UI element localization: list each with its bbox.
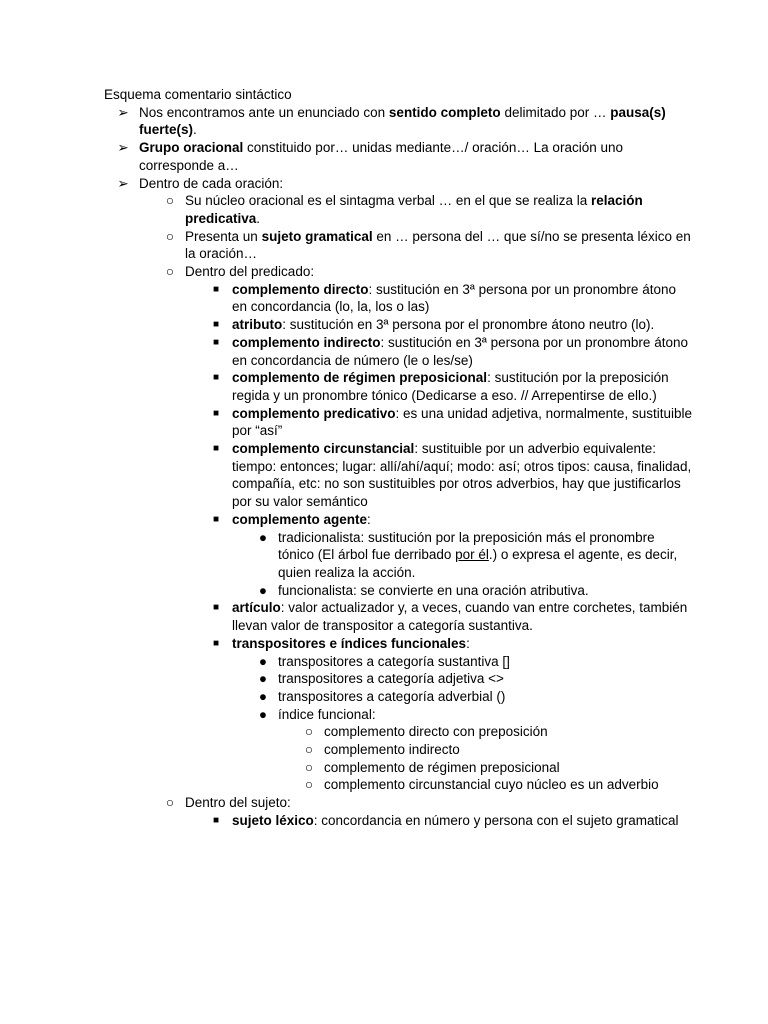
item-text: complemento de régimen preposicional xyxy=(324,759,560,775)
item-text: sujeto léxico: concordancia en número y persona con el sujeto gramatical xyxy=(232,812,679,828)
list-item xyxy=(104,794,694,812)
square-bullet-icon: ■ xyxy=(212,637,220,649)
square-bullet-icon: ■ xyxy=(212,336,220,348)
outline-level-1 xyxy=(104,104,694,830)
item-text: complemento predicativo: es una unidad adjetiva, normalmente, sustituible por “así” xyxy=(232,405,692,439)
item-text: artículo: valor actualizador y, a veces, cuando van entre corchetes, también llevan valor de transpositor a categoría sustantiva. xyxy=(232,600,688,634)
square-bullet-icon: ■ xyxy=(212,443,220,455)
item-text: complemento circunstancial cuyo núcleo es un adverbio xyxy=(324,777,659,793)
item-text: Dentro del sujeto: xyxy=(185,795,291,811)
dot-bullet-icon: ● xyxy=(258,706,268,722)
dot-bullet-icon: ● xyxy=(258,653,268,669)
list-item xyxy=(104,635,694,653)
square-bullet-icon: ■ xyxy=(212,602,220,614)
item-text: transpositores a categoría sustantiva [] xyxy=(278,653,510,669)
document-content xyxy=(104,86,694,830)
list-item xyxy=(104,334,694,369)
item-text: Nos encontramos ante un enunciado con sentido completo delimitado por … pausa(s) fuerte(s). xyxy=(139,104,666,138)
item-text: complemento indirecto: sustitución en 3ª persona por un pronombre átono en concordancia de número (le o les/se) xyxy=(232,334,688,368)
list-item xyxy=(104,529,694,582)
circle-bullet-icon: ○ xyxy=(165,264,175,280)
arrow-bullet-icon: ➢ xyxy=(117,104,129,120)
square-bullet-icon: ■ xyxy=(212,814,220,826)
item-text: complemento circunstancial: sustituible por un adverbio equivalente: tiempo: entonces; lugar: allí/ahí/aquí; modo: así; otros tipos: causa, finalidad, compañía, etc: no son sustituibles por otros adverbios, hay que justificarlos por su valor semántico xyxy=(232,441,692,510)
list-item xyxy=(104,440,694,511)
list-item xyxy=(104,653,694,671)
item-text: atributo: sustitución en 3ª persona por el pronombre átono neutro (lo). xyxy=(232,317,655,333)
list-item xyxy=(104,723,694,741)
circle-bullet-icon: ○ xyxy=(304,724,314,740)
list-item xyxy=(104,281,694,316)
list-item xyxy=(104,759,694,777)
list-item xyxy=(104,599,694,634)
circle-bullet-icon: ○ xyxy=(165,228,175,244)
item-text: Grupo oracional constituido por… unidas mediante…/ oración… La oración uno corresponde a… xyxy=(139,140,623,173)
item-text: Su núcleo oracional es el sintagma verbal … en el que se realiza la relación predicativa. xyxy=(185,193,643,226)
list-item xyxy=(104,670,694,688)
item-text: complemento de régimen preposicional: sustitución por la preposición regida y un pronombre tónico (Dedicarse a eso. // Arrepentirse de ello.) xyxy=(232,370,669,403)
square-bullet-icon: ■ xyxy=(212,407,220,419)
item-text: transpositores a categoría adverbial () xyxy=(278,688,506,704)
item-text: índice funcional: xyxy=(278,706,376,722)
item-text: complemento agente: xyxy=(232,511,371,527)
circle-bullet-icon: ○ xyxy=(165,193,175,209)
square-bullet-icon: ■ xyxy=(212,513,220,525)
list-item xyxy=(104,688,694,706)
list-item xyxy=(104,192,694,227)
arrow-bullet-icon: ➢ xyxy=(117,175,129,191)
list-item xyxy=(104,511,694,529)
list-item xyxy=(104,263,694,281)
square-bullet-icon: ■ xyxy=(212,283,220,295)
item-text: transpositores e índices funcionales: xyxy=(232,635,470,651)
list-item xyxy=(104,741,694,759)
list-item xyxy=(104,706,694,724)
list-item xyxy=(104,405,694,440)
list-item xyxy=(104,316,694,334)
dot-bullet-icon: ● xyxy=(258,582,268,598)
square-bullet-icon: ■ xyxy=(212,372,220,384)
circle-bullet-icon: ○ xyxy=(304,777,314,793)
list-item xyxy=(104,369,694,404)
list-item xyxy=(104,139,694,174)
dot-bullet-icon: ● xyxy=(258,671,268,687)
list-item xyxy=(104,812,694,830)
item-text: Dentro del predicado: xyxy=(185,264,315,280)
dot-bullet-icon: ● xyxy=(258,529,268,545)
list-item xyxy=(104,776,694,794)
item-text: complemento indirecto xyxy=(324,742,460,758)
circle-bullet-icon: ○ xyxy=(304,742,314,758)
list-item xyxy=(104,175,694,193)
list-item xyxy=(104,228,694,263)
arrow-bullet-icon: ➢ xyxy=(117,140,129,156)
item-text: complemento directo: sustitución en 3ª persona por un pronombre átono en concordancia (lo, la, los o las) xyxy=(232,281,676,315)
item-text: transpositores a categoría adjetiva <> xyxy=(278,671,504,687)
item-text: complemento directo con preposición xyxy=(324,724,548,740)
list-item xyxy=(104,104,694,139)
item-text: Presenta un sujeto gramatical en … persona del … que sí/no se presenta léxico en la oración… xyxy=(185,228,691,262)
square-bullet-icon: ■ xyxy=(212,319,220,331)
circle-bullet-icon: ○ xyxy=(304,759,314,775)
circle-bullet-icon: ○ xyxy=(165,795,175,811)
list-item xyxy=(104,582,694,600)
item-text: tradicionalista: sustitución por la preposición más el pronombre tónico (El árbol fue derribado por él.) o expresa el agente, es decir, quien realiza la acción. xyxy=(278,529,678,580)
document-title: Esquema comentario sintáctico xyxy=(104,87,292,102)
dot-bullet-icon: ● xyxy=(258,688,268,704)
item-text: funcionalista: se convierte en una oración atributiva. xyxy=(278,582,589,598)
item-text: Dentro de cada oración: xyxy=(139,175,284,191)
